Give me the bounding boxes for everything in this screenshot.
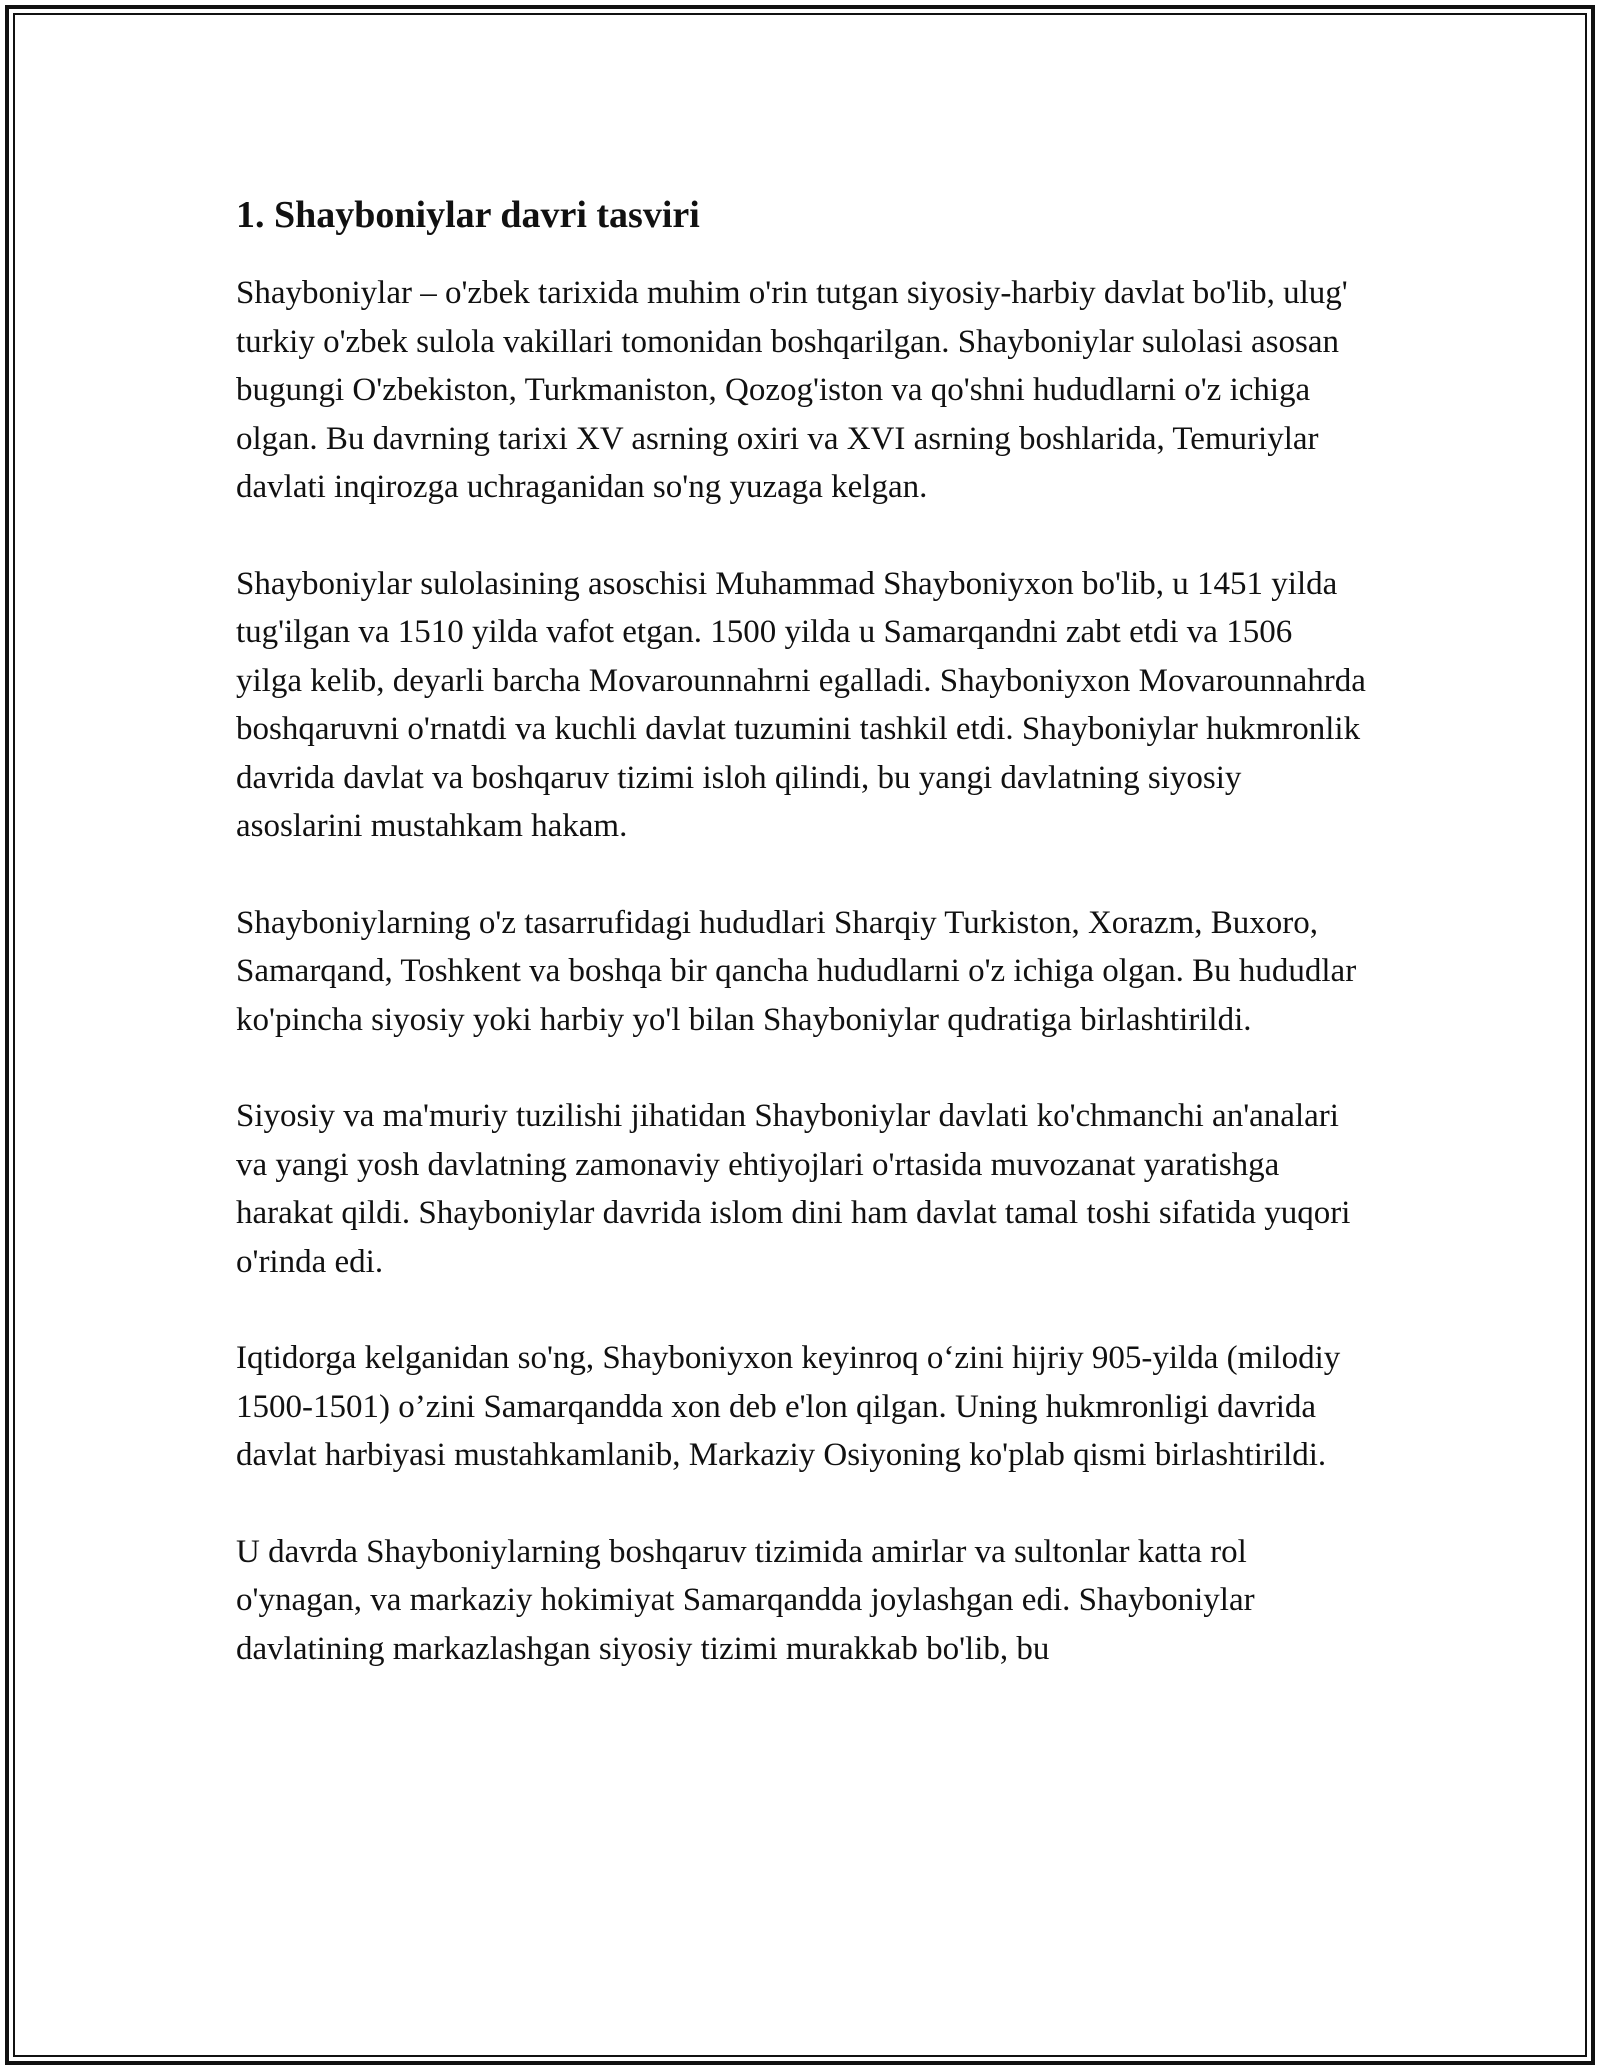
document-body bbox=[236, 185, 1366, 1721]
section-heading: 1. Shayboniylar davri tasviri bbox=[236, 194, 700, 236]
paragraph-1: Shayboniylar – o'zbek tarixida muhim o'rin tutgan siyosiy-harbiy davlat bo'lib, ulug' turkiy o'zbek sulola vakillari tomonidan boshqarilgan. Shayboniylar sulolasi asosan bugungi O'zbekiston, Turkmaniston, Qozog'iston va qo'shni hududlarni o'z ichiga olgan. Bu davrning tarixi XV asrning oxiri va XVI asrning boshlarida, Temuriylar davlati inqirozga uchraganidan so'ng yuzaga kelgan. bbox=[236, 275, 1348, 505]
paragraph-6: U davrda Shayboniylarning boshqaruv tizimida amirlar va sultonlar katta rol o'ynagan, va markaziy hokimiyat Samarqandda joylashgan edi. Shayboniylar davlatining markazlashgan siyosiy tizimi murakkab bo'lib, bu bbox=[236, 1533, 1255, 1667]
paragraph-3: Shayboniylarning o'z tasarrufidagi hududlari Sharqiy Turkiston, Xorazm, Buxoro, Samarqand, Toshkent va boshqa bir qancha hududlarni o'z ichiga olgan. Bu hududlar ko'pincha siyosiy yoki harbiy yo'l bilan Shayboniylar qudratiga birlashtirildi. bbox=[236, 904, 1357, 1038]
paragraph-2: Shayboniylar sulolasining asoschisi Muhammad Shayboniyxon bo'lib, u 1451 yilda tug'ilgan va 1510 yilda vafot etgan. 1500 yilda u Samarqandni zabt etdi va 1506 yilga kelib, deyarli barcha Movarounnahrni egalladi. Shayboniyxon Movarounnahrda boshqaruvni o'rnatdi va kuchli davlat tuzumini tashkil etdi. Shayboniylar hukmronlik davrida davlat va boshqaruv tizimi isloh qilindi, bu yangi davlatning siyosiy asoslarini mustahkam hakam. bbox=[236, 565, 1366, 844]
paragraph-5: Iqtidorga kelganidan so'ng, Shayboniyxon keyinroq o‘zini hijriy 905-yilda (milodiy 1500-1501) o’zini Samarqandda xon deb e'lon qilgan. Uning hukmronligi davrida davlat harbiyasi mustahkamlanib, Markaziy Osiyoning ko'plab qismi birlashtirildi. bbox=[236, 1340, 1341, 1473]
paragraph-4: Siyosiy va ma'muriy tuzilishi jihatidan Shayboniylar davlati ko'chmanchi an'analari va yangi yosh davlatning zamonaviy ehtiyojlari o'rtasida muvozanat yaratishga harakat qildi. Shayboniylar davrida islom dini ham davlat tamal toshi sifatida yuqori o'rinda edi. bbox=[236, 1098, 1351, 1280]
